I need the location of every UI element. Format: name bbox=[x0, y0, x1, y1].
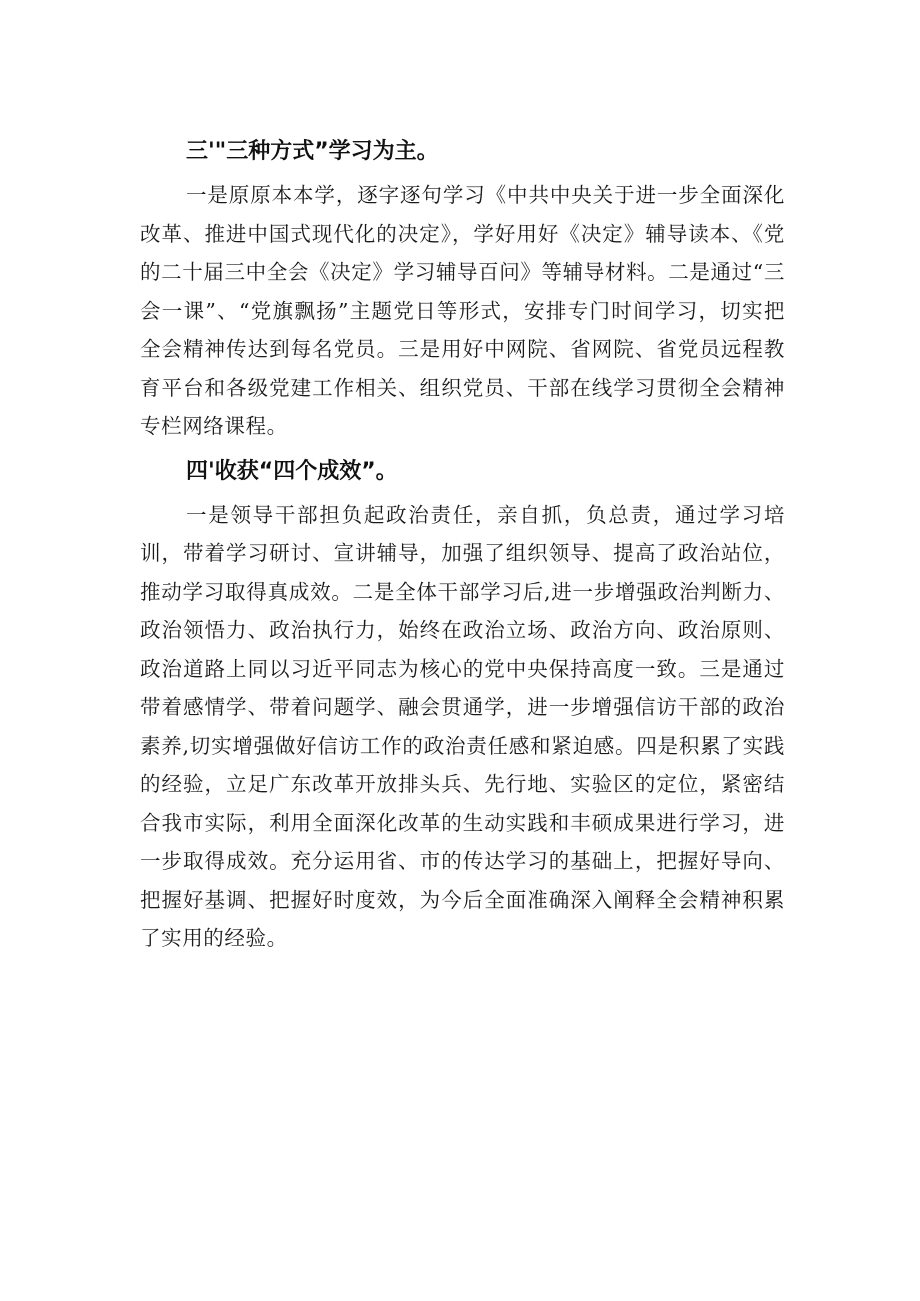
section-3-heading: 三'"三种方式”学习为主。 bbox=[186, 139, 439, 164]
section-4-paragraph: 一是领导干部担负起政治责任，亲自抓，负总责，通过学习培训，带着学习研讨、宣讲辅导，加强了组织领导、提高了政治站位，推动学习取得真成效。二是全体干部学习后,进一步增强政治判断力、政治领悟力、政治执行力，始终在政治立场、政治方向、政治原则、政治道路上同以习近平同志为核心的党中央保持高度一致。三是通过带着感情学、带着问题学、融会贯通学，进一步增强信访干部的政治素养,切实增强做好信访工作的政治责任感和紧迫感。四是积累了实践的经验，立足广东改革开放排头兵、先行地、实验区的定位，紧密结合我市实际，利用全面深化改革的生动实践和丰硕成果进行学习，进一步取得成效。充分运用省、市的传达学习的基础上，把握好导向、把握好基调、把握好时度效，为今后全面准确深入阐释全会精神积累了实用的经验。 bbox=[140, 502, 785, 950]
section-3-paragraph: 一是原原本本学，逐字逐句学习《中共中央关于进一步全面深化改革、推进中国式现代化的决定》，学好用好《决定》辅导读本、《党的二十届三中全会《决定》学习辅导百问》等辅导材料。二是通过“三会一课”、“党旗飘扬”主题党日等形式，安排专门时间学习，切实把全会精神传达到每名党员。三是用好中网院、省网院、省党员远程教育平台和各级党建工作相关、组织党员、干部在线学习贯彻全会精神专栏网络课程。 bbox=[140, 183, 785, 438]
document-page bbox=[140, 130, 785, 958]
section-4-heading: 四'收获“四个成效”。 bbox=[186, 458, 398, 484]
